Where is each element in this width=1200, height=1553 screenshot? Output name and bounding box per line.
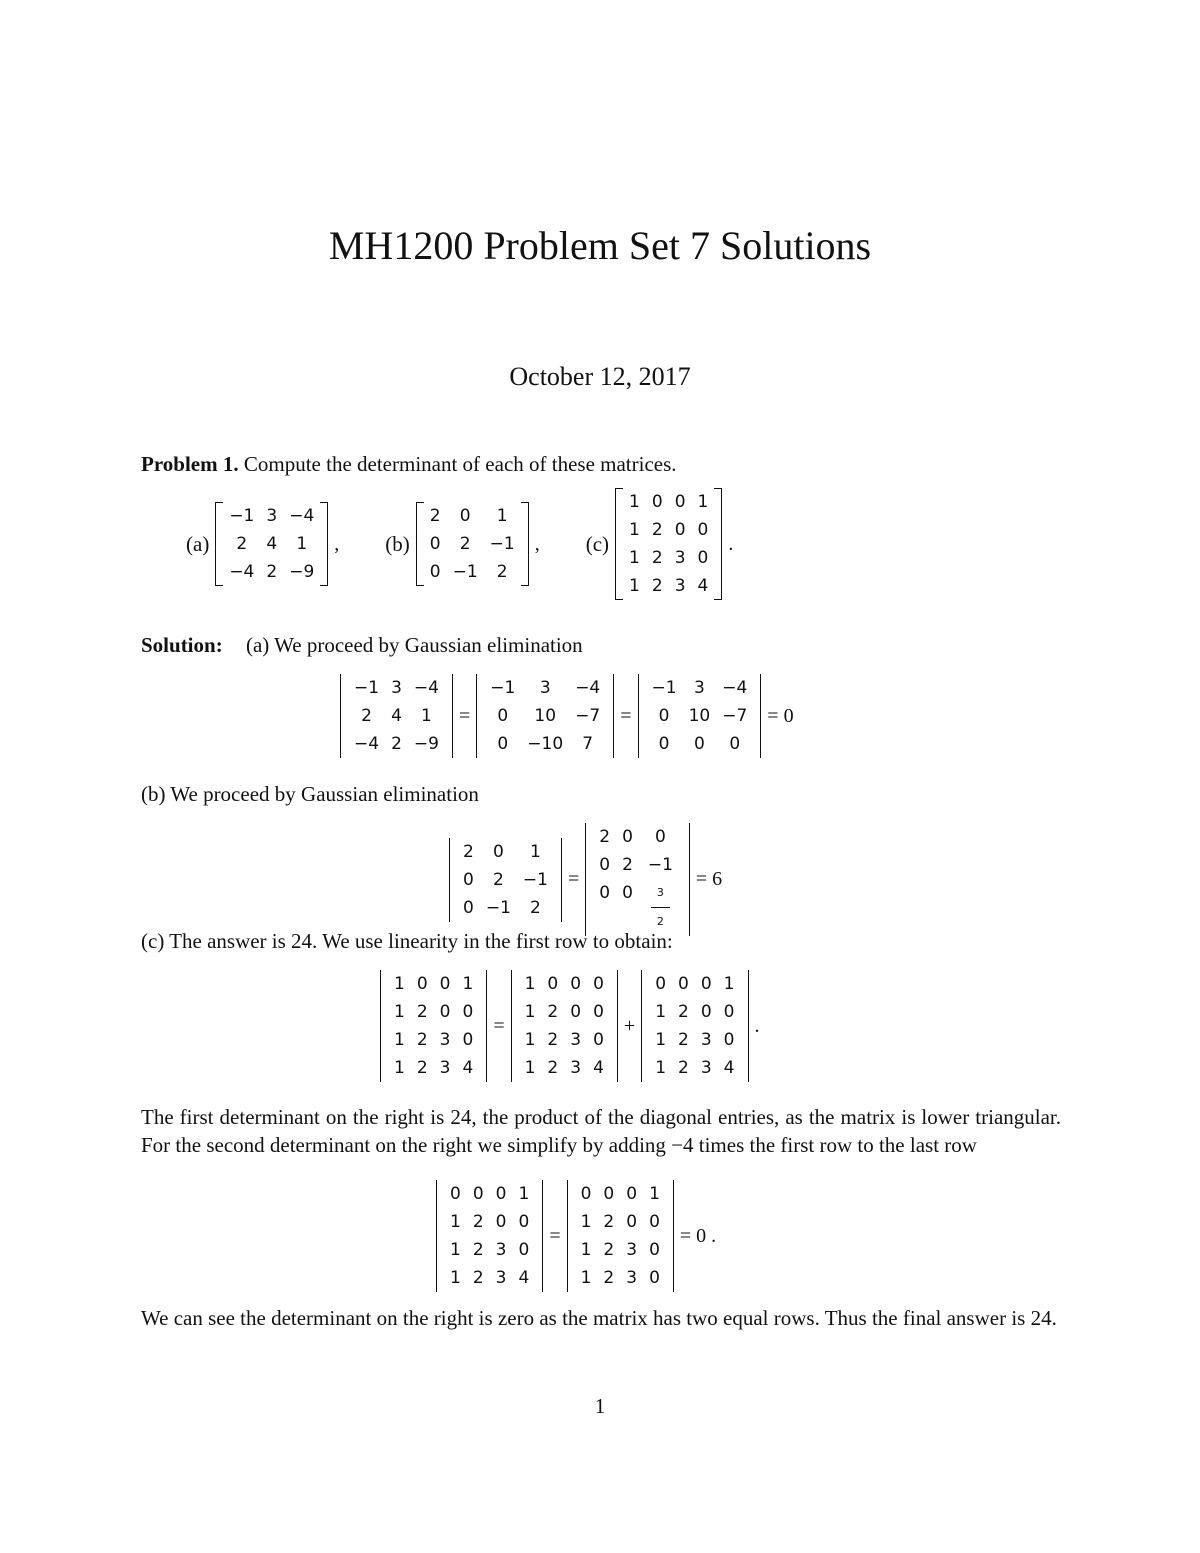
punctuation: , <box>534 532 540 555</box>
matrix-entry: 1 <box>629 492 640 512</box>
matrix-entry: 0 <box>593 1030 604 1050</box>
left-bracket <box>380 970 388 1082</box>
matrix-entry: 2 <box>651 520 663 540</box>
matrix-entry: 2 <box>416 1002 428 1022</box>
matrix-entry: 1 <box>524 1030 536 1050</box>
matrix-entry: 1 <box>530 841 541 862</box>
matrix-entry: 1 <box>655 1058 667 1078</box>
matrix-entry: 2 <box>472 1240 484 1260</box>
matrix-entry: 7 <box>582 734 594 754</box>
problem-matrices <box>186 488 739 600</box>
matrix-entry: 2 <box>547 1002 559 1022</box>
matrix-entry: 2 <box>429 506 441 526</box>
matrix-entry: 0 <box>416 974 428 994</box>
solution-c-paragraph-2: We can see the determinant on the right is zero as the matrix has two equal rows. Thus the final answer is 24. <box>141 1306 1057 1330</box>
operator: + <box>623 1014 636 1037</box>
matrix-grid <box>593 823 682 936</box>
part-label: (c) <box>585 531 610 556</box>
matrix-entry: −1 <box>452 562 478 582</box>
matrix-grid <box>457 838 554 922</box>
matrix-entry: 0 <box>463 897 474 918</box>
left-bracket <box>615 488 623 600</box>
matrix-entry: 0 <box>626 1184 638 1204</box>
matrix-entry: 0 <box>599 883 611 903</box>
matrix-entry: 3 <box>570 1030 582 1050</box>
determinant <box>380 970 487 1082</box>
determinant <box>511 970 618 1082</box>
matrix-entry: 0 <box>518 1212 530 1232</box>
right-bracket <box>741 970 749 1082</box>
solution-c-intro: (c) The answer is 24. We use linearity in the first row to obtain: <box>141 929 673 953</box>
problem-statement <box>141 450 677 478</box>
matrix-entry: 0 <box>497 734 509 754</box>
matrix-entry: 2 <box>651 548 663 568</box>
right-bracket <box>682 823 690 936</box>
result: = 6 <box>695 868 723 890</box>
left-bracket <box>476 674 484 758</box>
left-bracket <box>585 823 593 936</box>
matrix-entry: 0 <box>729 734 741 754</box>
determinant <box>638 674 762 758</box>
matrix-entry: 2 <box>678 1002 689 1022</box>
matrix-entry: −4 <box>413 678 439 698</box>
matrix-entry: 0 <box>459 506 471 526</box>
matrix-entry: 3 2 <box>639 879 682 936</box>
matrix-entry: 2 <box>416 1058 428 1078</box>
result: = 0 <box>767 704 794 727</box>
punctuation: . <box>728 532 734 555</box>
matrix-entry: 1 <box>518 1184 530 1204</box>
matrix-entry: 1 <box>394 1002 405 1022</box>
matrix-entry: 2 <box>547 1058 559 1078</box>
matrix-entry: −1 <box>229 506 255 526</box>
matrix-entry: 10 <box>534 706 557 726</box>
matrix-entry: 10 <box>688 706 711 726</box>
right-bracket <box>606 674 614 758</box>
matrix-entry: 0 <box>622 827 633 847</box>
determinant <box>449 838 562 922</box>
matrix-entry: 1 <box>723 974 735 994</box>
matrix-entry: −4 <box>575 678 601 698</box>
matrix-grid <box>223 502 320 586</box>
part-label: (b) <box>385 531 410 556</box>
result: . <box>754 1014 760 1037</box>
part-label: (a) <box>186 531 210 556</box>
matrix-grid <box>388 970 479 1082</box>
matrix-entry: 3 <box>694 678 705 698</box>
solution-label: Solution: <box>141 633 223 657</box>
matrix-entry: 1 <box>655 1002 667 1022</box>
matrix-entry: 2 <box>599 827 611 847</box>
matrix-entry: 4 <box>723 1058 735 1078</box>
left-bracket <box>436 1180 444 1292</box>
matrix-entry: 0 <box>649 1240 660 1260</box>
right-bracket <box>610 970 618 1082</box>
matrix-entry: −1 <box>522 869 548 890</box>
matrix-entry: 0 <box>495 1184 507 1204</box>
matrix-entry: 3 <box>495 1240 507 1260</box>
problem-matrix <box>615 488 722 600</box>
right-bracket <box>554 838 562 922</box>
matrix-entry: 0 <box>463 869 474 890</box>
matrix-entry: 4 <box>593 1058 604 1078</box>
matrix-entry: 1 <box>629 576 640 596</box>
matrix-entry: 0 <box>658 706 670 726</box>
matrix-entry: 3 <box>700 1058 712 1078</box>
matrix-grid <box>646 674 754 758</box>
matrix-entry: 2 <box>547 1030 559 1050</box>
matrix-entry: 0 <box>697 520 709 540</box>
matrix-entry: 1 <box>394 974 405 994</box>
matrix-entry: 0 <box>649 1212 660 1232</box>
matrix-entry: −1 <box>354 678 380 698</box>
matrix-entry: 4 <box>266 534 278 554</box>
matrix-entry: 1 <box>580 1268 592 1288</box>
right-bracket <box>753 674 761 758</box>
solution-a-equation <box>340 674 800 758</box>
determinant <box>476 674 614 758</box>
matrix-entry: 1 <box>450 1240 461 1260</box>
determinant <box>585 823 690 936</box>
solution-c-paragraph-1: The first determinant on the right is 24, the product of the diagonal entries, as the matrix is lower triangular. For the second determinant on the right we simplify by adding −4 times the first row to the last row <box>141 1105 1061 1157</box>
solution-b-intro: (b) We proceed by Gaussian elimination <box>141 782 479 806</box>
matrix-entry: 2 <box>603 1240 615 1260</box>
matrix-entry: 2 <box>472 1268 484 1288</box>
solution-a-text: (a) We proceed by Gaussian elimination <box>245 633 583 657</box>
matrix-entry: 1 <box>580 1212 592 1232</box>
matrix-entry: 0 <box>700 1002 712 1022</box>
problem-matrix <box>416 502 529 586</box>
matrix-entry: 1 <box>421 706 432 726</box>
matrix-entry: 0 <box>462 1002 474 1022</box>
matrix-entry: 3 <box>626 1240 638 1260</box>
matrix-entry: 2 <box>603 1268 615 1288</box>
matrix-entry: 0 <box>678 974 689 994</box>
solution-b-equation <box>449 823 728 936</box>
matrix-grid <box>623 488 714 600</box>
matrix-entry: 0 <box>439 1002 451 1022</box>
left-bracket <box>215 502 223 586</box>
matrix-entry: 0 <box>626 1212 638 1232</box>
matrix-entry: 3 <box>674 548 686 568</box>
matrix-entry: 0 <box>674 520 686 540</box>
matrix-entry: 0 <box>580 1184 592 1204</box>
operator: = <box>493 1014 505 1037</box>
operator: = <box>620 704 632 727</box>
matrix-entry: 1 <box>450 1268 461 1288</box>
matrix-entry: 0 <box>429 534 441 554</box>
matrix-entry: 0 <box>603 1184 615 1204</box>
matrix-entry: 2 <box>678 1058 689 1078</box>
matrix-entry: 2 <box>496 562 508 582</box>
matrix-entry: 2 <box>472 1212 484 1232</box>
page-title: MH1200 Problem Set 7 Solutions <box>328 223 872 268</box>
punctuation: , <box>334 532 340 555</box>
right-bracket <box>479 970 487 1082</box>
matrix-entry: −1 <box>489 534 515 554</box>
matrix-entry: 1 <box>655 1030 667 1050</box>
matrix-entry: 1 <box>394 1058 405 1078</box>
right-bracket <box>666 1180 674 1292</box>
matrix-entry: 2 <box>603 1212 615 1232</box>
matrix-entry: 2 <box>361 706 372 726</box>
right-bracket <box>535 1180 543 1292</box>
matrix-entry: 0 <box>622 883 633 903</box>
solution-a-intro <box>141 631 583 659</box>
matrix-entry: −7 <box>722 706 748 726</box>
matrix-grid <box>575 1180 666 1292</box>
determinant <box>641 970 748 1082</box>
matrix-entry: 1 <box>697 492 709 512</box>
matrix-entry: −9 <box>289 562 315 582</box>
matrix-grid <box>444 1180 535 1292</box>
matrix-entry: −9 <box>413 734 439 754</box>
matrix-entry: 0 <box>694 734 705 754</box>
problem-text: Compute the determinant of each of these matrices. <box>243 452 677 476</box>
date: October 12, 2017 <box>509 362 691 391</box>
matrix-entry: 0 <box>570 974 582 994</box>
solution-c-row-operation <box>436 1180 722 1292</box>
matrix-entry: 3 <box>439 1030 451 1050</box>
matrix-entry: 0 <box>723 1030 735 1050</box>
matrix-entry: 1 <box>296 534 308 554</box>
matrix-entry: 3 <box>391 678 402 698</box>
matrix-entry: 0 <box>450 1184 461 1204</box>
result: = 0 . <box>679 1224 717 1247</box>
matrix-entry: 0 <box>518 1240 530 1260</box>
matrix-entry: 2 <box>530 897 541 918</box>
matrix-entry: 0 <box>593 1002 604 1022</box>
right-bracket <box>521 502 529 586</box>
matrix-entry: 0 <box>655 974 667 994</box>
matrix-entry: 1 <box>496 506 508 526</box>
matrix-entry: 0 <box>492 841 504 862</box>
matrix-entry: 2 <box>459 534 471 554</box>
matrix-grid <box>519 970 610 1082</box>
determinant <box>340 674 453 758</box>
matrix-entry: 0 <box>429 562 441 582</box>
matrix-grid <box>424 502 521 586</box>
solution-c-equation <box>380 970 766 1082</box>
matrix-entry: 0 <box>654 827 666 847</box>
matrix-entry: −1 <box>490 678 516 698</box>
matrix-entry: −10 <box>527 734 564 754</box>
matrix-entry: 0 <box>674 492 686 512</box>
matrix-entry: 3 <box>570 1058 582 1078</box>
matrix-entry: 0 <box>497 706 509 726</box>
matrix-entry: 0 <box>495 1212 507 1232</box>
matrix-entry: 1 <box>462 974 474 994</box>
matrix-entry: −4 <box>289 506 315 526</box>
matrix-entry: 2 <box>266 562 278 582</box>
matrix-entry: 2 <box>622 855 633 875</box>
matrix-entry: −4 <box>354 734 380 754</box>
determinant <box>567 1180 674 1292</box>
matrix-entry: 1 <box>524 1002 536 1022</box>
matrix-entry: 0 <box>439 974 451 994</box>
matrix-entry: 0 <box>462 1030 474 1050</box>
matrix-entry: 4 <box>462 1058 474 1078</box>
matrix-entry: 0 <box>658 734 670 754</box>
left-bracket <box>638 674 646 758</box>
page-number: 1 <box>594 1394 606 1418</box>
matrix-entry: 2 <box>463 841 474 862</box>
matrix-entry: 2 <box>651 576 663 596</box>
left-bracket <box>340 674 348 758</box>
matrix-entry: 0 <box>723 1002 735 1022</box>
matrix-entry: −4 <box>722 678 748 698</box>
matrix-entry: −7 <box>575 706 601 726</box>
matrix-entry: 2 <box>416 1030 428 1050</box>
matrix-entry: 0 <box>649 1268 660 1288</box>
matrix-entry: 2 <box>391 734 402 754</box>
right-bracket <box>320 502 328 586</box>
matrix-entry: 0 <box>570 1002 582 1022</box>
operator: = <box>549 1224 561 1247</box>
matrix-entry: 0 <box>700 974 712 994</box>
matrix-entry: 1 <box>394 1030 405 1050</box>
matrix-entry: 1 <box>629 548 640 568</box>
matrix-entry: 2 <box>678 1030 689 1050</box>
left-bracket <box>416 502 424 586</box>
matrix-entry: 3 <box>626 1268 638 1288</box>
matrix-entry: 0 <box>599 855 611 875</box>
left-bracket <box>641 970 649 1082</box>
matrix-entry: 4 <box>518 1268 530 1288</box>
matrix-entry: 2 <box>236 534 248 554</box>
matrix-entry: 3 <box>266 506 278 526</box>
matrix-entry: 0 <box>547 974 559 994</box>
operator: = <box>567 868 580 890</box>
matrix-entry: 3 <box>439 1058 451 1078</box>
left-bracket <box>511 970 519 1082</box>
matrix-entry: 1 <box>649 1184 660 1204</box>
matrix-grid <box>649 970 740 1082</box>
matrix-entry: 3 <box>674 576 686 596</box>
matrix-entry: 3 <box>495 1268 507 1288</box>
matrix-entry: −1 <box>647 855 673 875</box>
matrix-grid <box>484 674 606 758</box>
matrix-grid <box>348 674 445 758</box>
matrix-entry: 2 <box>492 869 504 890</box>
left-bracket <box>449 838 457 922</box>
matrix-entry: 1 <box>629 520 640 540</box>
matrix-entry: −1 <box>651 678 677 698</box>
matrix-entry: 1 <box>580 1240 592 1260</box>
matrix-entry: 1 <box>524 1058 536 1078</box>
matrix-entry: −4 <box>229 562 255 582</box>
matrix-entry: 0 <box>697 548 709 568</box>
right-bracket <box>445 674 453 758</box>
matrix-entry: 0 <box>472 1184 484 1204</box>
problem-label: Problem 1. <box>141 452 239 476</box>
matrix-entry: 0 <box>593 974 604 994</box>
left-bracket <box>567 1180 575 1292</box>
right-bracket <box>714 488 722 600</box>
problem-matrix <box>215 502 328 586</box>
matrix-entry: 3 <box>539 678 551 698</box>
matrix-entry: 4 <box>391 706 402 726</box>
matrix-entry: 0 <box>651 492 663 512</box>
determinant <box>436 1180 543 1292</box>
operator: = <box>458 704 471 727</box>
matrix-entry: 1 <box>450 1212 461 1232</box>
matrix-entry: 3 <box>700 1030 712 1050</box>
matrix-entry: 4 <box>697 576 709 596</box>
matrix-entry: −1 <box>485 897 511 918</box>
matrix-entry: 1 <box>524 974 536 994</box>
